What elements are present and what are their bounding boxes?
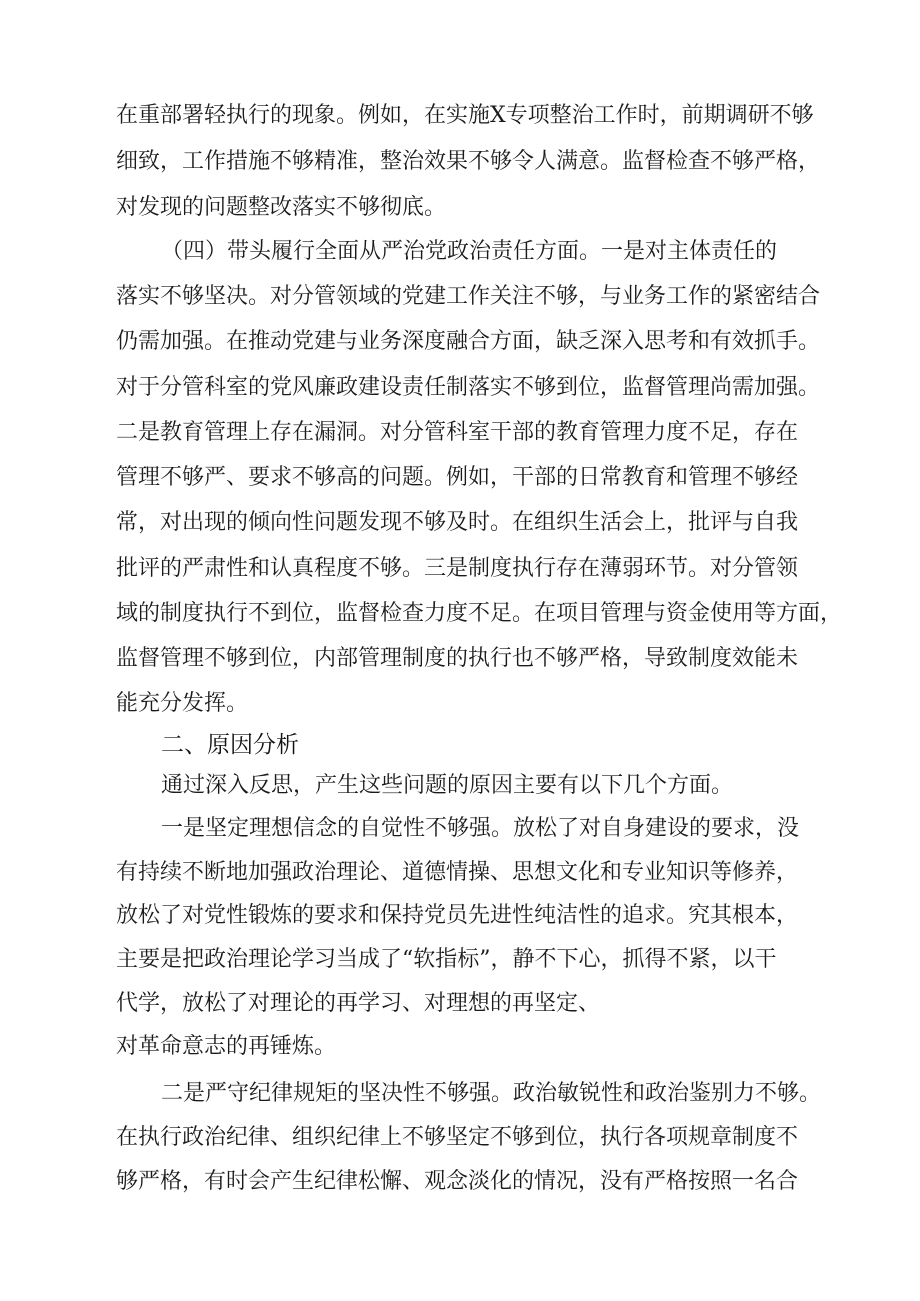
body-text-line: 对发现的问题整改落实不够彻底。 — [116, 195, 447, 220]
body-text-line: 常，对出现的倾向性问题发现不够及时。在组织生活会上，批评与自我 — [116, 510, 799, 535]
body-text-line: 监督管理不够到位，内部管理制度的执行也不够严格，导致制度效能未 — [116, 646, 799, 671]
body-text-line: 代学，放松了对理论的再学习、对理想的再坚定、 — [116, 991, 601, 1016]
body-text-line: 一是坚定理想信念的自觉性不够强。放松了对自身建设的要求，没 — [161, 816, 800, 841]
body-text-line: 仍需加强。在推动党建与业务深度融合方面，缺乏深入思考和有效抓手。 — [116, 329, 821, 354]
body-text-line: 放松了对党性锻炼的要求和保持党员先进性纯洁性的追求。究其根本， — [116, 903, 799, 928]
body-text-line: 二是教育管理上存在漏洞。对分管科室干部的教育管理力度不足，存在 — [116, 420, 799, 445]
body-text-line: （四）带头履行全面从严治党政治责任方面。一是对主体责任的 — [161, 239, 778, 264]
body-text-line: 通过深入反思，产生这些问题的原因主要有以下几个方面。 — [161, 773, 734, 798]
body-text-line: 在执行政治纪律、组织纪律上不够坚定不够到位，执行各项规章制度不 — [116, 1125, 799, 1150]
body-text-line: 主要是把政治理论学习当成了“软指标”，静不下心，抓得不紧，以干 — [116, 947, 777, 972]
body-text-line: 对革命意志的再锤炼。 — [116, 1034, 337, 1059]
body-text-line: 有持续不断地加强政治理论、道德情操、思想文化和专业知识等修养， — [116, 860, 799, 885]
body-text-line: 能充分发挥。 — [116, 691, 249, 716]
body-text-line: 落实不够坚决。对分管领域的党建工作关注不够，与业务工作的紧密结合 — [116, 284, 821, 309]
body-text-line: 二是严守纪律规矩的坚决性不够强。政治敏锐性和政治鉴别力不够。 — [161, 1081, 822, 1106]
body-text-line: 在重部署轻执行的现象。例如，在实施X专项整治工作时，前期调研不够 — [116, 103, 814, 128]
body-text-line: 管理不够严、要求不够高的问题。例如，干部的日常教育和管理不够经 — [116, 465, 799, 490]
body-text-line: 细致，工作措施不够精准，整治效果不够令人满意。监督检查不够严格， — [116, 149, 821, 174]
body-text-line: 批评的严肃性和认真程度不够。三是制度执行存在薄弱环节。对分管领 — [116, 556, 799, 581]
body-text-line: 够严格，有时会产生纪律松懈、观念淡化的情况，没有严格按照一名合 — [116, 1169, 799, 1194]
body-text-line: 域的制度执行不到位，监督检查力度不足。在项目管理与资金使用等方面， — [116, 601, 843, 626]
body-text-line: 对于分管科室的党风廉政建设责任制落实不够到位，监督管理尚需加强。 — [116, 375, 821, 400]
section-heading: 二、原因分析 — [161, 732, 299, 758]
